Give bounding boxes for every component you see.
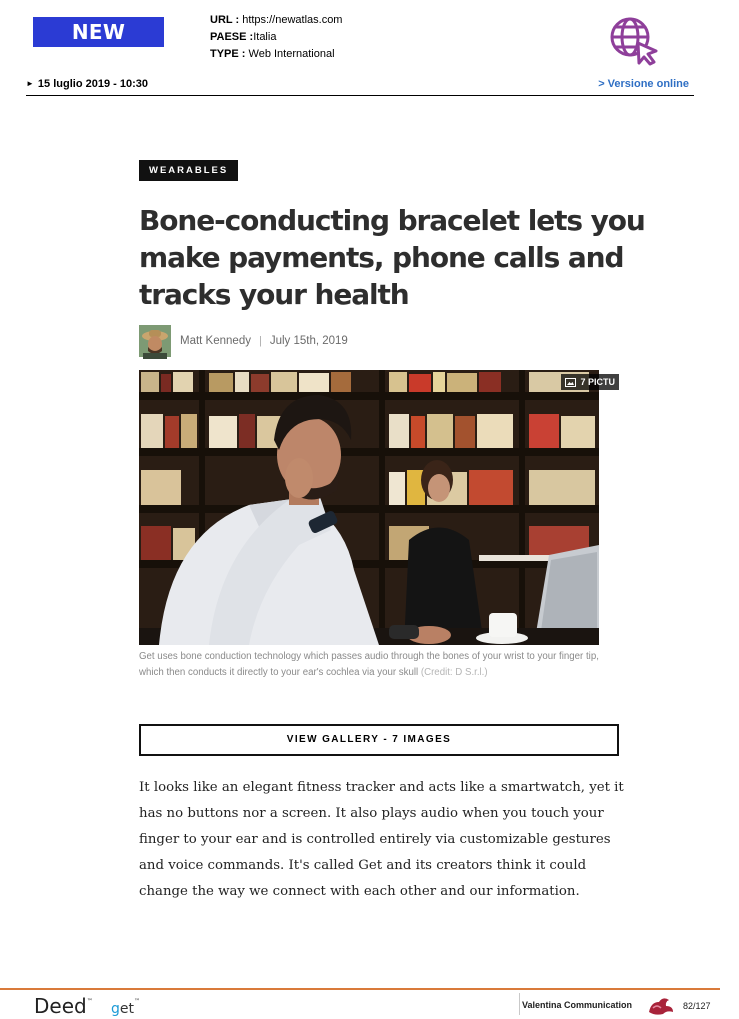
picture-count-badge[interactable] (561, 374, 619, 390)
article-body: It looks like an elegant fitness tracker and acts like a smartwatch, yet it has no buttons nor a screen. It also plays audio when you touch your finger to your ear and is controlled entirely via customizable gestures and voice commands. It's called Get and its creators think it could change the way we connect with each other and our information. (139, 780, 624, 899)
deed-logo-text: Deed (34, 994, 87, 1018)
trademark-mark: ™ (86, 998, 93, 1005)
footer-divider (0, 988, 720, 990)
page-number: 82/127 (683, 1001, 711, 1011)
clipping-date (26, 78, 148, 90)
header-divider (26, 95, 694, 96)
agency-name: Valentina Communication (522, 1000, 633, 1010)
url-value: https://newatlas.com (242, 14, 343, 26)
view-gallery-button[interactable]: VIEW GALLERY - 7 IMAGES (139, 724, 619, 756)
library-man-photo (139, 370, 599, 645)
headline-line: Bone-conducting bracelet lets you (139, 204, 645, 237)
paese-label: PAESE : (210, 31, 254, 43)
article-headline (139, 202, 739, 313)
author-avatar[interactable] (139, 325, 171, 357)
online-version-link[interactable]: > Versione online (598, 78, 689, 90)
paese-row (210, 29, 342, 46)
url-label: URL : (210, 14, 240, 26)
author-avatar-image (139, 325, 171, 357)
globe-cursor-icon (608, 15, 660, 67)
author-name[interactable]: Matt Kennedy (180, 335, 251, 347)
photo-caption (139, 649, 619, 681)
type-label: TYPE : (210, 48, 246, 60)
headline-line: make payments, phone calls and (139, 241, 624, 274)
get-logo-rest: et (119, 1001, 134, 1017)
article-photo[interactable] (139, 370, 615, 645)
type-value: Web International (248, 48, 335, 60)
headline-line: tracks your health (139, 278, 409, 311)
deed-logo (34, 994, 93, 1018)
publish-date: July 15th, 2019 (269, 335, 348, 347)
newatlas-logo: NEW ATLAS (33, 17, 164, 47)
caption-credit: (Credit: D S.r.l.) (420, 667, 488, 678)
category-tag[interactable]: WEARABLES (139, 160, 238, 181)
article-clipping (139, 160, 645, 900)
date-text: 15 luglio 2019 - 10:30 (37, 78, 148, 90)
url-row (210, 12, 342, 29)
type-row (210, 46, 342, 63)
get-logo (111, 998, 140, 1017)
footer-vertical-divider (519, 993, 520, 1015)
source-metadata (210, 12, 342, 63)
get-logo-g: g (111, 1001, 120, 1017)
paese-value: Italia (253, 31, 277, 43)
byline (139, 325, 348, 357)
triangle-bullet-icon: ► (26, 79, 34, 88)
caption-text: Get uses bone conduction technology which passes audio through the bones of your wrist to your finger tip, which then conducts it directly to your ear's cochlea via your skull (139, 651, 599, 678)
trademark-mark: ™ (134, 998, 140, 1005)
agency-bird-logo-icon (647, 994, 675, 1016)
image-icon (565, 378, 576, 387)
byline-separator: | (258, 335, 262, 347)
picture-count-text: 7 PICTU (580, 377, 615, 387)
